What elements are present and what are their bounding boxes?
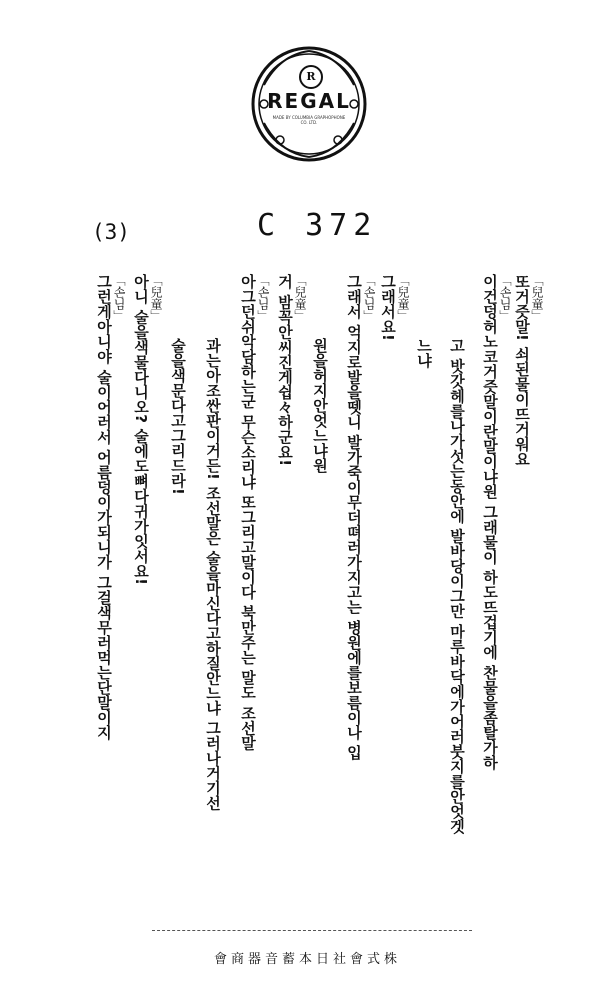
text-column [240,274,270,914]
catalog-number: C 372 [257,208,378,243]
logo-monogram: R [299,65,323,89]
speaker-label: 「兒童」 [293,274,307,322]
speaker-label: 「兒童」 [149,274,163,322]
dialogue-text: 이건덩허노코거즛말이란말이냐원 그래물이 하도뜨겁기에 찬물을좀탈가하 [481,274,499,770]
dialogue-text: 그래서 억지로발을뗏니 발가죽이무더뗘러가지고는 병원에를보름이나 입 [345,274,363,760]
text-column [133,274,163,914]
dialogue-text: 술을색문다고그리드라! [169,338,187,495]
dialogue-text: 또거즛말! 쇠된물이뜨거워요 [513,274,531,467]
speaker-label: 「손님」 [362,274,376,322]
text-column [380,274,410,914]
text-column [416,338,431,978]
speaker-label: 「손님」 [498,274,512,322]
speaker-label: 「손님」 [256,274,270,322]
text-column [277,274,307,914]
text-column [205,338,220,978]
speaker-label: 「兒童」 [530,274,544,322]
logo-name: REGAL [267,89,351,113]
dialogue-text: 과는아조싼판이거든! 조선말은 술을마신다고하질안느냐 그러나거기선 [204,338,222,811]
footer-company: 會商器音蓄本日社會式株 [213,952,401,967]
text-column [170,338,185,978]
text-column [482,274,512,914]
dialogue-text: 그래서요! [379,274,397,341]
logo-small-text: MADE BY COLUMBIA GRAPHOPHONE CO. LTD. [272,115,346,125]
dialogue-text: 느냐 [415,338,433,368]
page-number: (3) [92,220,130,244]
dialogue-text: 거 밤꼭안씨진게쉽々하군요! [276,274,294,467]
dialogue-text: 아그던쉬악담하는군 무슨소리냐 또그리고말이다 북만주는 말도 조선말 [239,274,257,751]
dialogue-text: 아니 술을색물다니오? 술에도뼈다귀가잇서요! [132,274,150,585]
speaker-label: 「손님」 [112,274,126,322]
regal-logo [250,45,368,163]
dialogue-text: 원을허지안엇느냐원 [311,338,329,473]
text-column [312,338,327,978]
speaker-label: 「兒童」 [396,274,410,322]
footer-divider [152,930,472,931]
dialogue-text: 고 밧갓헤를나가섯는동안에 발바당이그만 마루바닥에가어러붓지를안엇겟 [448,338,466,834]
text-column [449,338,464,978]
text-column [346,274,376,914]
text-column [514,274,544,914]
text-column [96,274,126,914]
dialogue-text: 그런게아니야 술이어러서 어름덩이가되니가 그걸색무러먹는단말이지 [95,274,113,740]
